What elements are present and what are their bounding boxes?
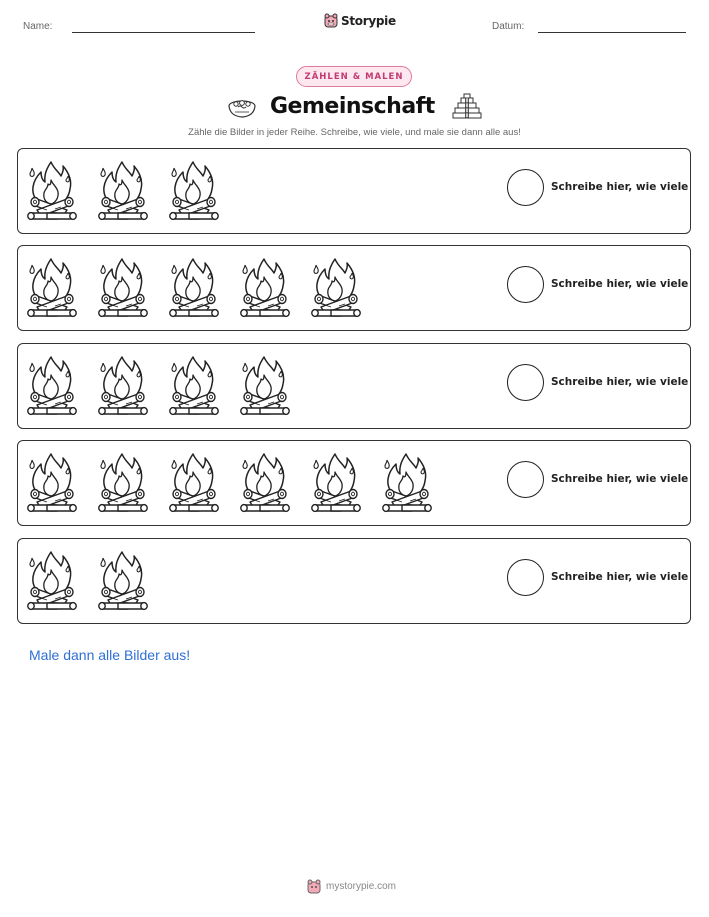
instructions-subtitle: Zähle die Bilder in jeder Reihe. Schreibe, wie viele, und male sie dann alle aus! <box>188 127 521 138</box>
campfire-icon[interactable] <box>98 451 148 513</box>
campfire-icon[interactable] <box>98 256 148 318</box>
answer-circle[interactable] <box>507 266 544 303</box>
campfire-icon[interactable] <box>382 451 432 513</box>
campfire-icon[interactable] <box>27 451 77 513</box>
campfire-icon[interactable] <box>169 256 219 318</box>
campfire-icon[interactable] <box>98 159 148 221</box>
counting-row <box>17 538 691 624</box>
campfire-icon[interactable] <box>240 256 290 318</box>
campfire-icon[interactable] <box>169 451 219 513</box>
pyramid-icon <box>452 92 482 120</box>
answer-circle[interactable] <box>507 559 544 596</box>
footer <box>307 879 396 894</box>
category-badge: ZÄHLEN & MALEN <box>296 66 412 87</box>
date-label: Datum: <box>492 21 525 32</box>
counting-row <box>17 148 691 234</box>
campfire-icon[interactable] <box>27 354 77 416</box>
campfire-icon[interactable] <box>27 256 77 318</box>
campfire-icon[interactable] <box>98 354 148 416</box>
campfire-icon[interactable] <box>27 549 77 611</box>
campfire-icon[interactable] <box>169 354 219 416</box>
campfire-icon[interactable] <box>98 549 148 611</box>
answer-label: Schreibe hier, wie viele <box>551 376 689 388</box>
campfire-icon[interactable] <box>240 451 290 513</box>
answer-label: Schreibe hier, wie viele <box>551 278 689 290</box>
campfire-icon[interactable] <box>27 159 77 221</box>
storypie-mascot-icon <box>307 879 321 894</box>
answer-circle[interactable] <box>507 364 544 401</box>
answer-label: Schreibe hier, wie viele <box>551 181 689 193</box>
coloring-instruction: Male dann alle Bilder aus! <box>29 647 191 663</box>
counting-row <box>17 343 691 429</box>
footer-url[interactable]: mystorypie.com <box>326 881 397 892</box>
page-title: Gemeinschaft <box>270 94 435 119</box>
campfire-icon[interactable] <box>311 451 361 513</box>
brand-name: Storypie <box>341 13 396 28</box>
counting-row <box>17 245 691 331</box>
campfire-icon[interactable] <box>240 354 290 416</box>
storypie-mascot-icon <box>324 13 338 28</box>
campfire-icon[interactable] <box>311 256 361 318</box>
answer-label: Schreibe hier, wie viele <box>551 473 689 485</box>
food-bowl-icon <box>227 94 257 120</box>
campfire-icon[interactable] <box>169 159 219 221</box>
answer-circle[interactable] <box>507 169 544 206</box>
name-label: Name: <box>23 21 53 32</box>
name-line[interactable] <box>72 32 255 33</box>
answer-label: Schreibe hier, wie viele <box>551 571 689 583</box>
counting-row <box>17 440 691 526</box>
date-line[interactable] <box>538 32 686 33</box>
title-row <box>0 90 709 124</box>
brand-logo <box>324 13 396 28</box>
answer-circle[interactable] <box>507 461 544 498</box>
